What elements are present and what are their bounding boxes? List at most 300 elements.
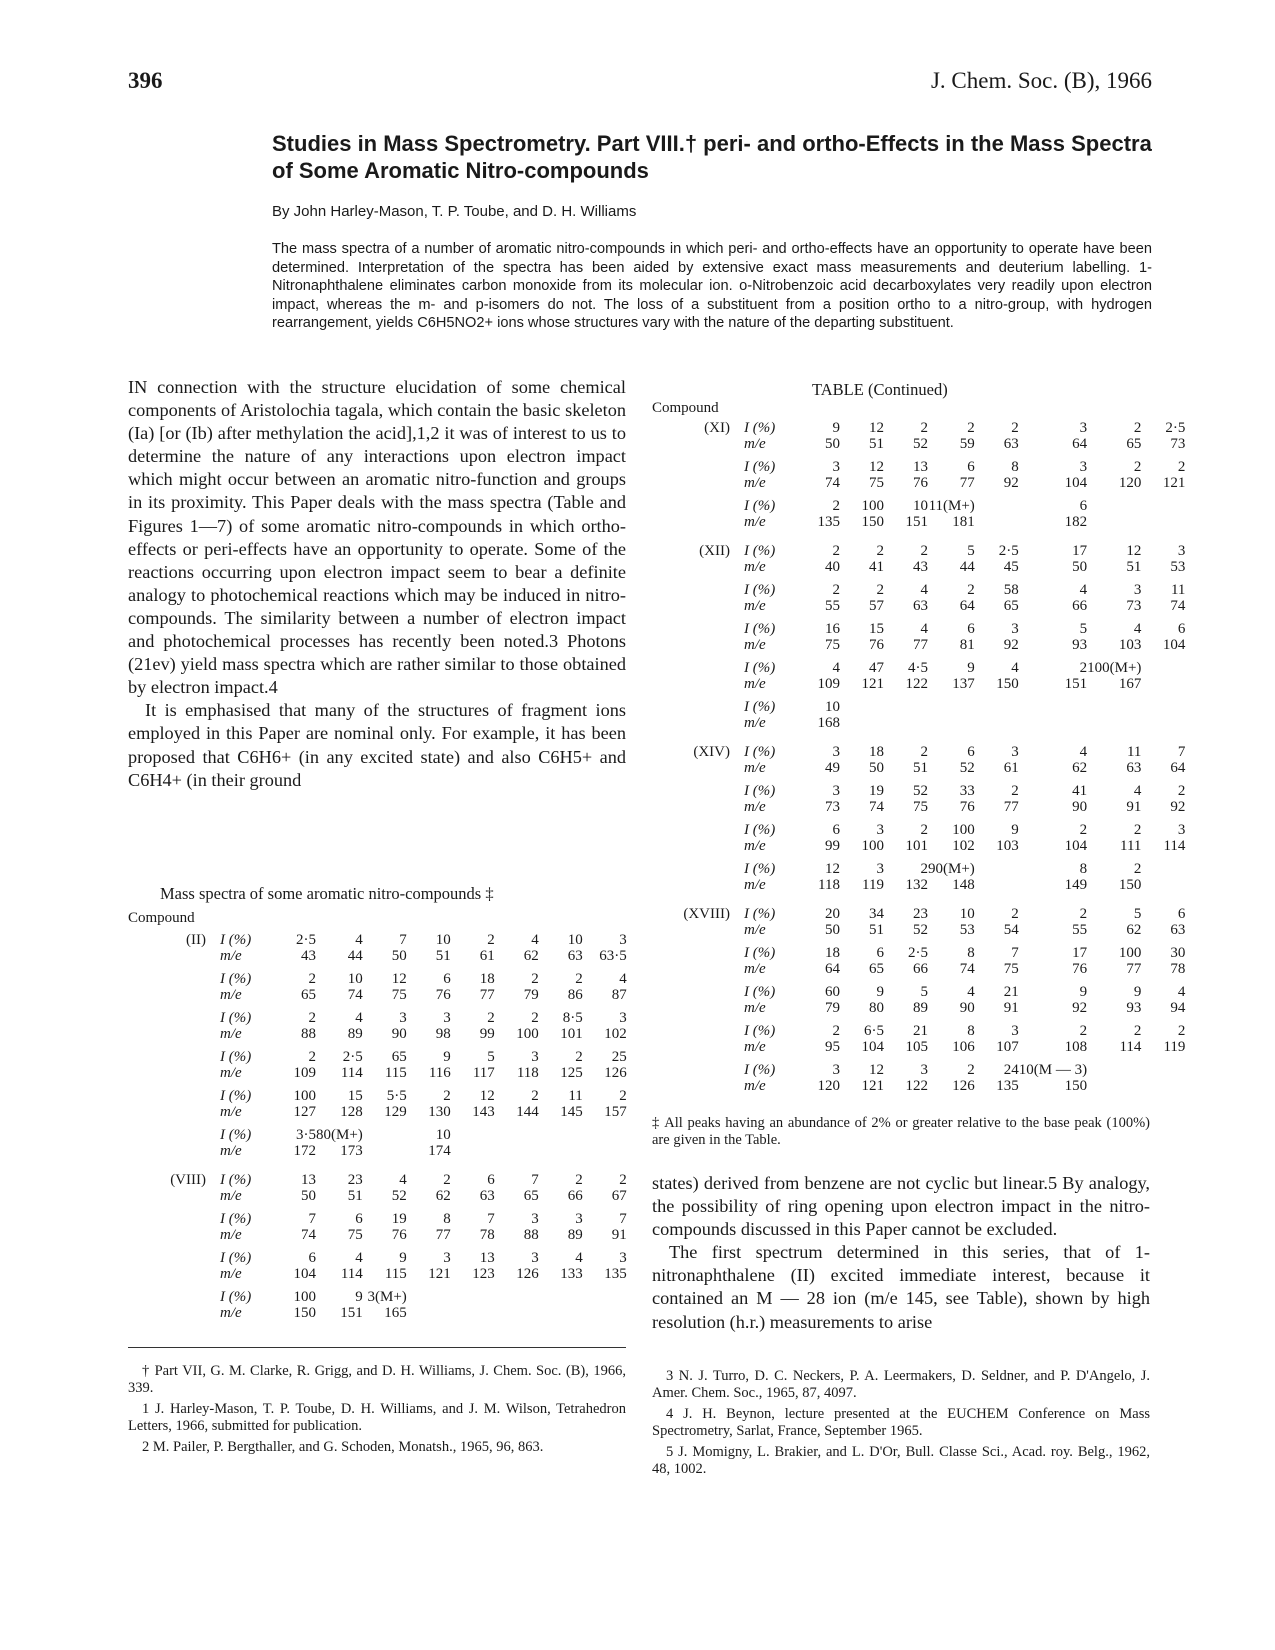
mass-value: 45 [1003,559,1019,575]
intensity-value: 2 [832,582,840,598]
intensity-value: 2 [832,498,840,514]
intensity-value [975,699,1019,715]
intensity-value: 18 [869,744,884,760]
mass-value: 79 [825,1000,840,1016]
intensity-label: I (%) [744,861,776,877]
left-table-row [128,1127,627,1143]
intensity-value [539,1127,583,1143]
right-table-row [652,760,1185,776]
right-table-row [652,877,1185,893]
intensity-value: 2 [967,1062,975,1078]
intensity-value: 65 [391,1049,407,1065]
left-table-row [128,1250,627,1266]
intensity-label: I (%) [220,1088,252,1104]
intensity-value [1087,1062,1141,1078]
right-table-row [652,598,1185,614]
intensity-value: 2·5 [998,543,1019,559]
mass-value: 104 [861,1039,884,1055]
intensity-value: 2 [1011,906,1019,922]
intensity-value: 52 [913,783,928,799]
intensity-value: 8 [967,1023,975,1039]
intensity-value: 3 [531,1049,539,1065]
mass-value [495,1305,539,1321]
mass-label: m/e [220,1266,242,1282]
mass-value: 75 [1003,961,1019,977]
mass-label: m/e [220,1305,242,1321]
mass-value: 98 [435,1026,451,1042]
intensity-value: 2 [1079,822,1088,838]
intensity-value: 30 [1170,945,1186,961]
intensity-value: 8 [1011,459,1019,475]
right-table-row [652,715,1185,731]
left-table-row [128,1104,627,1120]
mass-value: 65 [869,961,884,977]
mass-value: 150 [996,676,1019,692]
mass-value: 101 [905,838,928,854]
mass-value: 118 [818,877,840,893]
mass-value: 73 [825,799,840,815]
mass-value: 62 [435,1188,451,1204]
mass-value: 109 [817,676,840,692]
intensity-value: 2 [575,1049,583,1065]
mass-value: 118 [516,1065,539,1081]
intensity-value: 9 [355,1289,363,1305]
intensity-value: 4 [1133,621,1142,637]
mass-value: 100 [516,1026,539,1042]
intensity-value: 9 [832,420,840,436]
intensity-value: 100 [1118,945,1142,961]
left-table-row [128,1211,627,1227]
table-caption-right: TABLE (Continued) [812,380,948,399]
intensity-value: 2 [967,420,975,436]
intensity-value [1087,498,1141,514]
intensity-label: I (%) [744,582,776,598]
mass-value: 55 [825,598,840,614]
intensity-value: 18 [479,971,495,987]
spectra-table-right [652,420,1185,1094]
intensity-value: 3 [1133,582,1142,598]
intensity-value: 6 [487,1172,495,1188]
intensity-value: 2 [531,1010,539,1026]
intensity-label: I (%) [220,1049,252,1065]
intensity-value: 100 [861,498,884,514]
article-title: Studies in Mass Spectrometry. Part VIII.† peri- and ortho-Effects in the Mass Spectra of Some Aromatic Nitro-compounds [272,131,1152,183]
mass-value: 76 [435,987,451,1003]
intensity-label: I (%) [220,932,252,948]
mass-value: 121 [1162,475,1186,491]
table-footnote: ‡ All peaks having an abundance of 2% or greater relative to the base peak (100%) are given in the Table. [652,1115,1150,1148]
intensity-value [1141,660,1185,676]
mass-value: 104 [1064,475,1088,491]
mass-value: 74 [1170,598,1186,614]
mass-value: 94 [1170,1000,1186,1016]
mass-value: 172 [293,1143,316,1159]
intensity-value: 2 [1079,906,1088,922]
intensity-value: 4 [575,1250,583,1266]
intensity-value: 34 [869,906,884,922]
footnote-4: 4 J. H. Beynon, lecture presented at the EUCHEM Conference on Mass Spectrometry, Sarlat, France, September 1965. [652,1406,1150,1439]
intensity-label: I (%) [744,1062,776,1078]
abstract: The mass spectra of a number of aromatic nitro-compounds in which peri- and ortho-effects have an opportunity to operate have been determined. Interpretation of the spectra has been aided by extensive exact mass measurements and deuterium labelling. 1-Nitronaphthalene eliminates carbon monoxide from its molecular ion. o-Nitrobenzoic acid decarboxylates very readily upon electron impact, whereas the m- and p-isomers do not. The loss of a substituent from a position ortho to a nitro-group, with hydrogen rearrangement, yields C6H5NO2+ ions whose structures vary with the nature of the departing substituent. [272,241,1152,332]
mass-value: 54 [1003,922,1019,938]
right-table-row [652,582,1185,598]
intensity-value [539,1289,583,1305]
mass-label: m/e [220,1104,242,1120]
intensity-value: 12 [869,459,884,475]
mass-value: 57 [869,598,884,614]
intensity-value: 5 [967,543,975,559]
intensity-value: 3 [531,1211,539,1227]
intensity-value: 3 [1011,1023,1019,1039]
intensity-value: 5 [1133,906,1142,922]
mass-value: 102 [604,1026,627,1042]
left-column-text [128,376,626,792]
mass-label: m/e [744,799,766,815]
intensity-value: 2 [1133,459,1142,475]
intensity-value: 9 [443,1049,451,1065]
mass-value: 63 [1170,922,1186,938]
intensity-value: 10 [913,498,928,514]
paragraph-2: It is emphasised that many of the structures of fragment ions employed in this Paper are nominal only. For example, it has been proposed that C6H6+ (in any excited state) and also C6H5+ and C6H4+ (in their ground [128,700,626,790]
mass-value [451,1305,495,1321]
left-table-row [128,1289,627,1305]
left-table-row [128,1305,627,1321]
intensity-value: 3(M+) [367,1289,407,1305]
intensity-value: 25 [611,1049,627,1065]
intensity-value: 2 [443,1088,451,1104]
compound-header-left: Compound [128,910,195,926]
mass-value: 62 [523,948,539,964]
mass-value: 114 [1163,838,1186,854]
intensity-value: 2 [1133,1023,1142,1039]
mass-value: 51 [435,948,451,964]
mass-value: 168 [817,715,840,731]
mass-label: m/e [744,637,766,653]
mass-value: 137 [952,676,975,692]
page-number: 396 [128,68,163,93]
right-column-text [652,1172,1150,1334]
intensity-value: 5 [1079,621,1088,637]
intensity-value: 2 [832,1023,840,1039]
mass-value [583,1305,627,1321]
intensity-value: 2 [531,1088,539,1104]
mass-value: 115 [384,1065,407,1081]
intensity-value: 13 [913,459,928,475]
intensity-label: I (%) [744,621,776,637]
mass-value: 80 [869,1000,884,1016]
mass-label: m/e [220,1143,242,1159]
intensity-value: 8 [1079,861,1088,877]
mass-value: 76 [869,637,884,653]
mass-label: m/e [744,760,766,776]
mass-value: 121 [861,1078,884,1094]
paragraph-4: The first spectrum determined in this series, that of 1-nitronaphthalene (II) excited immediate interest, because it contained an M — 28 ion (m/e 145, see Table), shown by high resolution (h.r.) measurements to arise [652,1242,1150,1332]
intensity-value: 2 [876,543,884,559]
right-table-row [652,1000,1185,1016]
mass-value: 174 [428,1143,451,1159]
intensity-value: 2 [920,822,928,838]
intensity-value: 12 [479,1088,495,1104]
mass-value [1019,715,1087,731]
right-table-row [652,436,1185,452]
mass-value: 81 [959,637,975,653]
mass-value: 63 [567,948,583,964]
intensity-label: I (%) [220,1289,252,1305]
intensity-value: 7 [619,1211,627,1227]
intensity-value: 10(M — 3) [1018,1062,1088,1078]
intensity-label: I (%) [220,1172,252,1188]
right-table-row [652,961,1185,977]
mass-value: 66 [567,1188,583,1204]
mass-value: 133 [560,1266,583,1282]
intensity-value [1141,1062,1185,1078]
intensity-value: 3 [832,744,840,760]
mass-value: 92 [1072,1000,1088,1016]
mass-value [975,877,1019,893]
intensity-value: 6 [308,1250,316,1266]
mass-value: 75 [869,475,884,491]
mass-value [1141,877,1185,893]
mass-value: 74 [959,961,975,977]
intensity-value: 100 [952,822,975,838]
intensity-value: 2·5 [296,932,316,948]
intensity-value: 23 [913,906,928,922]
mass-value: 127 [293,1104,316,1120]
intensity-label: I (%) [744,699,776,715]
mass-value: 135 [996,1078,1019,1094]
mass-value [975,514,1019,530]
left-table-row [128,1143,627,1159]
mass-value: 126 [952,1078,975,1094]
right-table-row [652,744,1185,760]
right-table-row [652,621,1185,637]
mass-value: 43 [301,948,316,964]
mass-value: 64 [1170,760,1186,776]
journal-citation: J. Chem. Soc. (B), 1966 [930,68,1152,93]
footnote-dagger: † Part VII, G. M. Clarke, R. Grigg, and D. H. Williams, J. Chem. Soc. (B), 1966, 339. [128,1363,626,1396]
intensity-value: 11 [568,1088,583,1104]
mass-value: 130 [428,1104,451,1120]
mass-value: 104 [1064,838,1088,854]
intensity-value: 7 [531,1172,539,1188]
mass-label: m/e [744,514,766,530]
mass-value: 92 [1003,637,1019,653]
mass-value: 91 [1126,799,1142,815]
intensity-value: 2 [1133,420,1142,436]
intensity-value: 4 [355,1010,363,1026]
intensity-value [975,498,1019,514]
intensity-value: 100 [293,1088,316,1104]
left-table-row [128,1065,627,1081]
intensity-value: 18 [825,945,840,961]
intensity-value: 3 [443,1010,451,1026]
mass-value: 66 [1072,598,1088,614]
intensity-value: 3 [1011,621,1019,637]
mass-value: 43 [913,559,928,575]
mass-value: 132 [905,877,928,893]
intensity-value [495,1289,539,1305]
intensity-label: I (%) [744,945,776,961]
right-table-row [652,1062,1185,1078]
right-table-row [652,922,1185,938]
intensity-value: 19 [869,783,884,799]
intensity-value: 3 [876,822,884,838]
mass-value: 143 [472,1104,495,1120]
mass-value: 65 [523,1188,539,1204]
intensity-label: I (%) [744,543,776,559]
intensity-value: 8 [967,945,975,961]
mass-value: 120 [1118,475,1142,491]
compound-label: (XIV) [693,744,730,760]
left-table-row [128,1010,627,1026]
mass-value: 119 [1163,1039,1186,1055]
intensity-value: 6 [967,459,975,475]
mass-value: 63 [479,1188,495,1204]
mass-value: 66 [913,961,928,977]
compound-label: (XII) [699,543,730,559]
mass-value: 123 [472,1266,495,1282]
mass-value: 91 [611,1227,627,1243]
mass-value: 91 [1003,1000,1019,1016]
intensity-value: 4·5 [908,660,928,676]
intensity-value: 7 [1177,744,1186,760]
intensity-value: 3 [832,1062,840,1078]
intensity-value [1019,699,1087,715]
mass-value: 126 [516,1266,539,1282]
mass-value: 122 [905,1078,928,1094]
mass-label: m/e [220,1227,242,1243]
intensity-value: 3 [399,1010,407,1026]
mass-value [495,1143,539,1159]
mass-value: 49 [825,760,840,776]
intensity-value: 3 [575,1211,583,1227]
intensity-value: 6 [355,1211,363,1227]
intensity-value: 3 [876,861,884,877]
mass-value: 52 [913,436,928,452]
mass-label: m/e [744,676,766,692]
mass-value: 88 [523,1227,539,1243]
mass-label: m/e [220,948,242,964]
mass-value: 50 [869,760,884,776]
intensity-value: 3 [619,1010,627,1026]
intensity-value: 7 [1011,945,1019,961]
intensity-value: 2 [1133,861,1142,877]
intensity-value: 3 [1079,420,1088,436]
intensity-value: 10 [347,971,363,987]
intensity-value: 2 [1079,660,1088,676]
footnote-1: 1 J. Harley-Mason, T. P. Toube, D. H. Williams, and J. M. Wilson, Tetrahedron Letters, 1966, submitted for publication. [128,1401,626,1434]
intensity-value: 2 [487,932,495,948]
mass-value [539,1305,583,1321]
right-table-row [652,660,1185,676]
mass-value [451,1143,495,1159]
intensity-value: 4 [920,582,928,598]
intensity-value: 2 [1011,420,1019,436]
intensity-value: 4 [967,984,975,1000]
mass-value: 67 [611,1188,627,1204]
mass-value: 145 [560,1104,583,1120]
intensity-value: 2 [876,582,884,598]
mass-value: 76 [391,1227,407,1243]
intensity-value: 10 [435,932,451,948]
intensity-value: 6 [443,971,451,987]
mass-value [407,1305,451,1321]
intensity-value: 6 [1177,621,1186,637]
intensity-value [1141,699,1185,715]
intensity-value: 3 [1177,543,1186,559]
compound-header-right: Compound [652,400,719,416]
intensity-value: 60 [825,984,840,1000]
mass-value: 50 [825,436,840,452]
right-table-row [652,559,1185,575]
left-table-row [128,987,627,1003]
intensity-value: 2 [308,1049,316,1065]
footnote-2: 2 M. Pailer, P. Bergthaller, and G. Schoden, Monatsh., 1965, 96, 863. [142,1439,544,1455]
mass-value: 150 [861,514,884,530]
mass-label: m/e [744,1078,766,1094]
mass-value: 92 [1003,475,1019,491]
compound-label: (II) [186,932,206,948]
mass-value [1141,715,1185,731]
intensity-value: 4 [399,1172,407,1188]
mass-value: 78 [479,1227,495,1243]
mass-value: 86 [567,987,583,1003]
right-table-row [652,514,1185,530]
intensity-value: 9 [1133,984,1142,1000]
right-table-row [652,676,1185,692]
mass-label: m/e [744,877,766,893]
mass-value: 135 [604,1266,627,1282]
left-table-row [128,948,627,964]
intensity-value: 10 [435,1127,451,1143]
footnote-rule-left [128,1347,626,1348]
mass-value: 77 [913,637,928,653]
right-table-row [652,498,1185,514]
intensity-value: 5·5 [386,1088,407,1104]
paragraph-1: IN connection with the structure elucidation of some chemical components of Aristolochia tagala, which contain the basic skeleton (Ia) [or (Ib) after methylation the acid],1,2 it was of interest to us to determine the nature of any interactions upon electron impact which might occur between an aromatic nitro-function and groups in its proximity. This Paper deals with the mass spectra (Table and Figures 1—7) of some aromatic nitro-compounds in which ortho-effects or peri-effects have an opportunity to operate. Some of the reactions occurring upon electron impact seem to bear a definite analogy to photochemical reactions which may be induced in nitro-compounds. The similarity between a number of electron impact and photochemical processes has recently been noted.3 Photons (21ev) yield mass spectra which are rather similar to those obtained by electron impact.4 [128,377,626,698]
mass-value [1087,514,1141,530]
intensity-value: 2 [920,744,928,760]
mass-value: 63 [1126,760,1142,776]
mass-value: 78 [1170,961,1186,977]
right-table-row [652,783,1185,799]
mass-value: 99 [825,838,840,854]
intensity-value: 12 [869,420,884,436]
mass-value: 104 [293,1266,316,1282]
mass-value: 89 [567,1227,583,1243]
mass-value: 150 [293,1305,316,1321]
mass-value: 51 [347,1188,363,1204]
intensity-label: I (%) [744,744,776,760]
intensity-value: 19 [391,1211,407,1227]
mass-value: 129 [384,1104,407,1120]
intensity-value: 2 [1177,1023,1186,1039]
intensity-value: 2 [308,1010,316,1026]
intensity-value: 21 [913,1023,928,1039]
compound-label: (XVIII) [683,906,730,922]
mass-value: 50 [301,1188,316,1204]
right-table-row [652,822,1185,838]
intensity-value: 4 [1011,660,1019,676]
intensity-label: I (%) [744,984,776,1000]
mass-value: 151 [1064,676,1088,692]
mass-value [928,715,975,731]
intensity-value: 11 [1126,744,1142,760]
mass-value: 65 [301,987,316,1003]
intensity-value: 2 [920,543,928,559]
mass-value [884,715,928,731]
intensity-value: 3 [1079,459,1088,475]
